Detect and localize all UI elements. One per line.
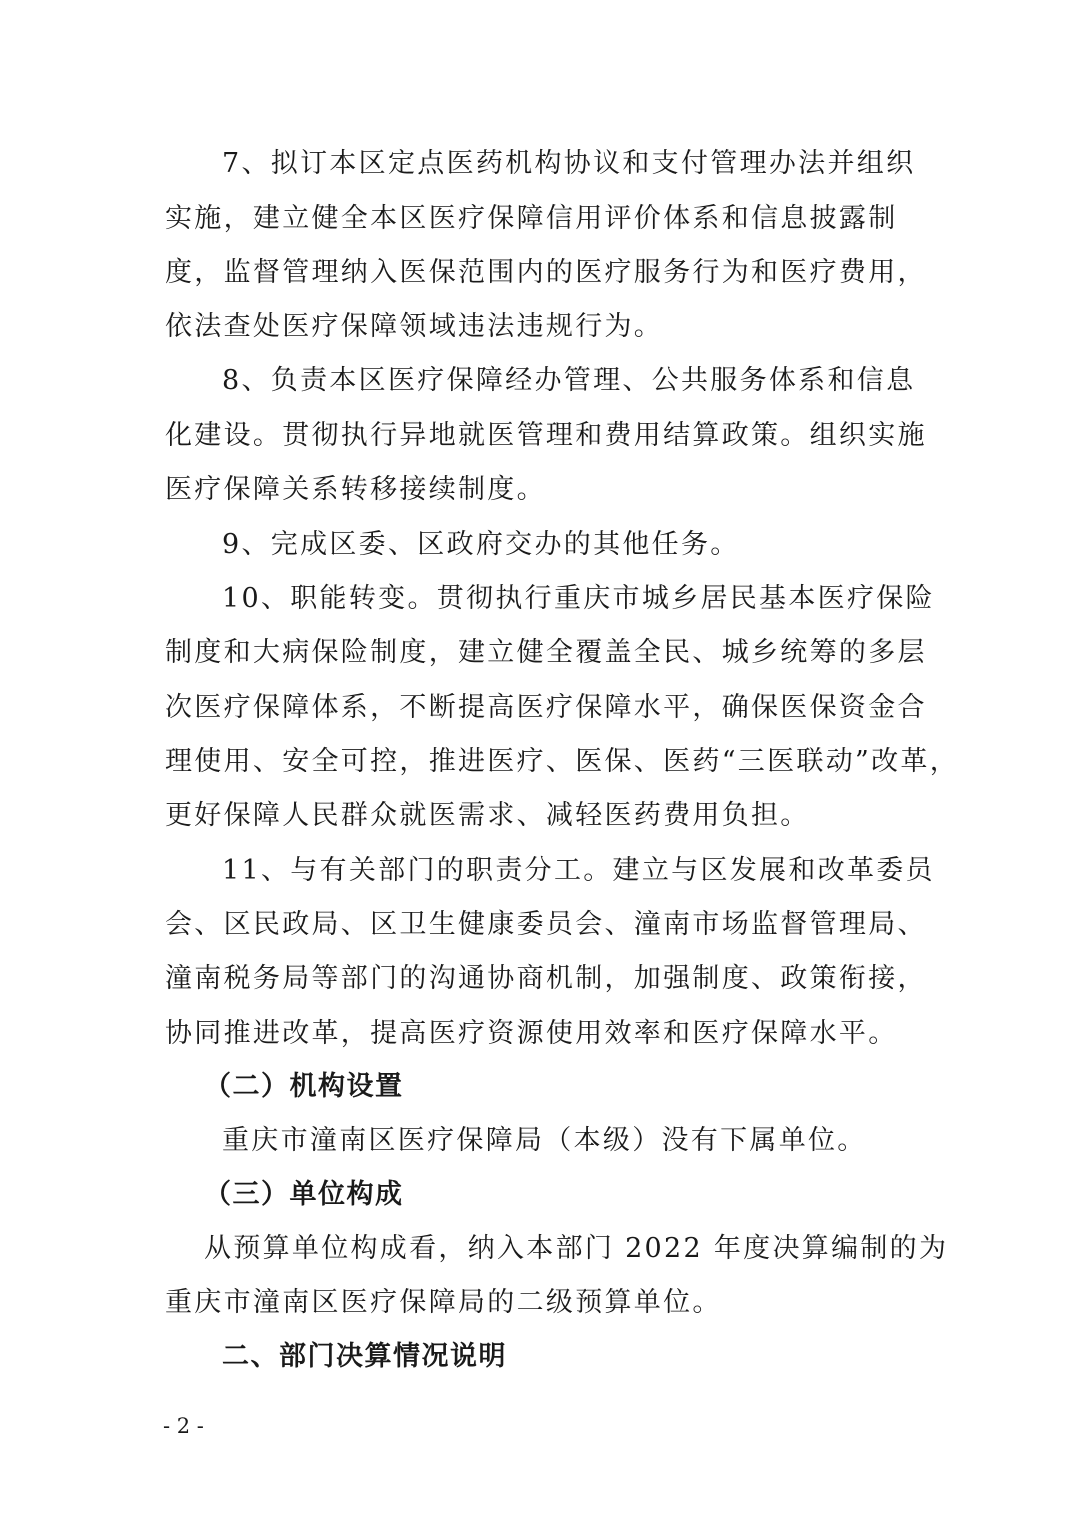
section-2-text: 重庆市潼南区医疗保障局（本级）没有下属单位。 bbox=[222, 1125, 867, 1156]
paragraph-8-line-2: 化建设。贯彻执行异地就医管理和费用结算政策。组织实施 bbox=[165, 420, 927, 451]
paragraph-7-line-1: 7、拟订本区定点医药机构协议和支付管理办法并组织 bbox=[222, 148, 916, 179]
paragraph-7-line-4: 依法查处医疗保障领域违法违规行为。 bbox=[165, 311, 664, 342]
paragraph-8-line-1: 8、负责本区医疗保障经办管理、公共服务体系和信息 bbox=[222, 365, 916, 396]
paragraph-10-line-5: 更好保障人民群众就医需求、减轻医药费用负担。 bbox=[165, 800, 810, 831]
paragraph-11-line-2: 会、区民政局、区卫生健康委员会、潼南市场监督管理局、 bbox=[165, 909, 927, 940]
paragraph-10-line-2: 制度和大病保险制度，建立健全覆盖全民、城乡统筹的多层 bbox=[165, 637, 927, 668]
paragraph-10-line-1: 10、职能转变。贯彻执行重庆市城乡居民基本医疗保险 bbox=[222, 583, 935, 614]
paragraph-7-line-3: 度，监督管理纳入医保范围内的医疗服务行为和医疗费用， bbox=[165, 257, 927, 288]
section-3-heading: （三）单位构成 bbox=[204, 1179, 404, 1210]
section-3-line-1: 从预算单位构成看，纳入本部门 2022 年度决算编制的为 bbox=[204, 1233, 949, 1264]
paragraph-11-line-4: 协同推进改革，提高医疗资源使用效率和医疗保障水平。 bbox=[165, 1018, 898, 1049]
paragraph-10-line-3: 次医疗保障体系，不断提高医疗保障水平，确保医保资金合 bbox=[165, 692, 927, 723]
paragraph-8-line-3: 医疗保障关系转移接续制度。 bbox=[165, 474, 546, 505]
section-2-heading: （二）机构设置 bbox=[204, 1071, 404, 1102]
paragraph-11-line-1: 11、与有关部门的职责分工。建立与区发展和改革委员 bbox=[222, 855, 935, 886]
paragraph-7-line-2: 实施，建立健全本区医疗保障信用评价体系和信息披露制 bbox=[165, 203, 898, 234]
paragraph-10-line-4: 理使用、安全可控，推进医疗、医保、医药“三医联动”改革， bbox=[165, 746, 960, 777]
part-2-heading: 二、部门决算情况说明 bbox=[222, 1341, 507, 1372]
section-3-line-2: 重庆市潼南区医疗保障局的二级预算单位。 bbox=[165, 1287, 722, 1318]
paragraph-11-line-3: 潼南税务局等部门的沟通协商机制，加强制度、政策衔接， bbox=[165, 963, 927, 994]
page-number: - 2 - bbox=[163, 1414, 204, 1438]
paragraph-9-line-1: 9、完成区委、区政府交办的其他任务。 bbox=[222, 529, 740, 560]
